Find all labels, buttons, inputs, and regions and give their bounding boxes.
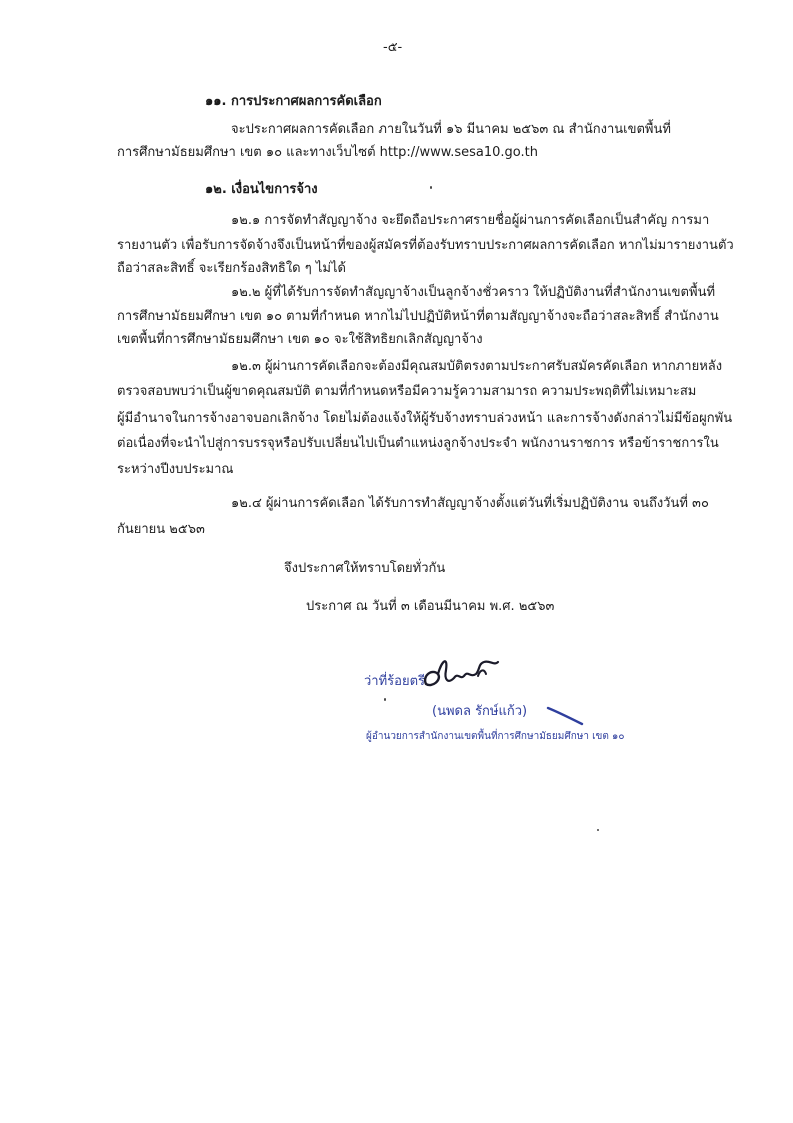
announcement-closing: จึงประกาศให้ทราบโดยทั่วกัน (284, 561, 446, 576)
scan-speck (384, 698, 386, 701)
section-11-heading: ๑๑. การประกาศผลการคัดเลือก (205, 94, 382, 109)
section-11-line: จะประกาศผลการคัดเลือก ภายในวันที่ ๑๖ มีนาคม ๒๕๖๓ ณ สำนักงานเขตพื้นที่ (231, 122, 671, 137)
clause-12-3-line: ๑๒.๓ ผู้ผ่านการคัดเลือกจะต้องมีคุณสมบัติตรงตามประกาศรับสมัครคัดเลือก หากภายหลัง (231, 359, 723, 374)
section-11-line: การศึกษามัธยมศึกษา เขต ๑๐ และทางเว็บไซต์ http://www.sesa10.go.th (117, 145, 538, 160)
signatory-acting-title: ว่าที่ร้อยตรี (364, 674, 426, 689)
clause-12-4-line: กันยายน ๒๕๖๓ (117, 522, 205, 537)
signatory-name: (นพดล รักษ์แก้ว) (432, 704, 528, 719)
clause-12-3-line: ผู้มีอำนาจในการจ้างอาจบอกเลิกจ้าง โดยไม่ต้องแจ้งให้ผู้รับจ้างทราบล่วงหน้า และการจ้างดังกล่าวไม่มีข้อผูกพัน (117, 411, 733, 426)
clause-12-4-line: ๑๒.๔ ผู้ผ่านการคัดเลือก ได้รับการทำสัญญาจ้างตั้งแต่วันที่เริ่มปฏิบัติงาน จนถึงวันที่ ๓๐ (231, 496, 709, 511)
handwritten-signature (418, 650, 508, 700)
signatory-position: ผู้อำนวยการสำนักงานเขตพื้นที่การศึกษามัธยมศึกษา เขต ๑๐ (366, 731, 625, 742)
section-12-heading: ๑๒. เงื่อนไขการจ้าง (205, 182, 318, 197)
clause-12-3-line: ระหว่างปีงบประมาณ (117, 462, 234, 477)
clause-12-2-line: เขตพื้นที่การศึกษามัธยมศึกษา เขต ๑๐ จะใช้สิทธิยกเลิกสัญญาจ้าง (117, 332, 483, 347)
clause-12-1-line: ๑๒.๑ การจัดทำสัญญาจ้าง จะยึดถือประกาศรายชื่อผู้ผ่านการคัดเลือกเป็นสำคัญ การมา (231, 213, 710, 228)
clause-12-3-line: ตรวจสอบพบว่าเป็นผู้ขาดคุณสมบัติ ตามที่กำหนดหรือมีความรู้ความสามารถ ความประพฤติที่ไม่เหมาะสม (117, 384, 697, 399)
clause-12-2-line: การศึกษามัธยมศึกษา เขต ๑๐ ตามที่กำหนด หากไม่ไปปฏิบัติหน้าที่ตามสัญญาจ้างจะถือว่าสละสิทธิ์ สำนักงาน (117, 309, 719, 324)
clause-12-1-line: ถือว่าสละสิทธิ์ จะเรียกร้องสิทธิใด ๆ ไม่ได้ (117, 261, 346, 276)
clause-12-1-line: รายงานตัว เพื่อรับการจัดจ้างจึงเป็นหน้าที่ของผู้สมัครที่ต้องรับทราบประกาศผลการคัดเลือก หากไม่มารายงานตัว (117, 238, 734, 253)
clause-12-3-line: ต่อเนื่องที่จะนำไปสู่การบรรจุหรือปรับเปลี่ยนไปเป็นตำแหน่งลูกจ้างประจำ พนักงานราชการ หรือข้าราชการใน (117, 436, 719, 451)
clause-12-2-line: ๑๒.๒ ผู้ที่ได้รับการจัดทำสัญญาจ้างเป็นลูกจ้างชั่วคราว ให้ปฏิบัติงานที่สำนักงานเขตพื้นที่ (231, 285, 716, 300)
pen-stroke-mark (546, 704, 586, 728)
page-number: -๕- (383, 40, 403, 55)
announcement-date: ประกาศ ณ วันที่ ๓ เดือนมีนาคม พ.ศ. ๒๕๖๓ (306, 599, 555, 614)
scan-speck (597, 829, 599, 831)
scan-speck (430, 186, 432, 189)
